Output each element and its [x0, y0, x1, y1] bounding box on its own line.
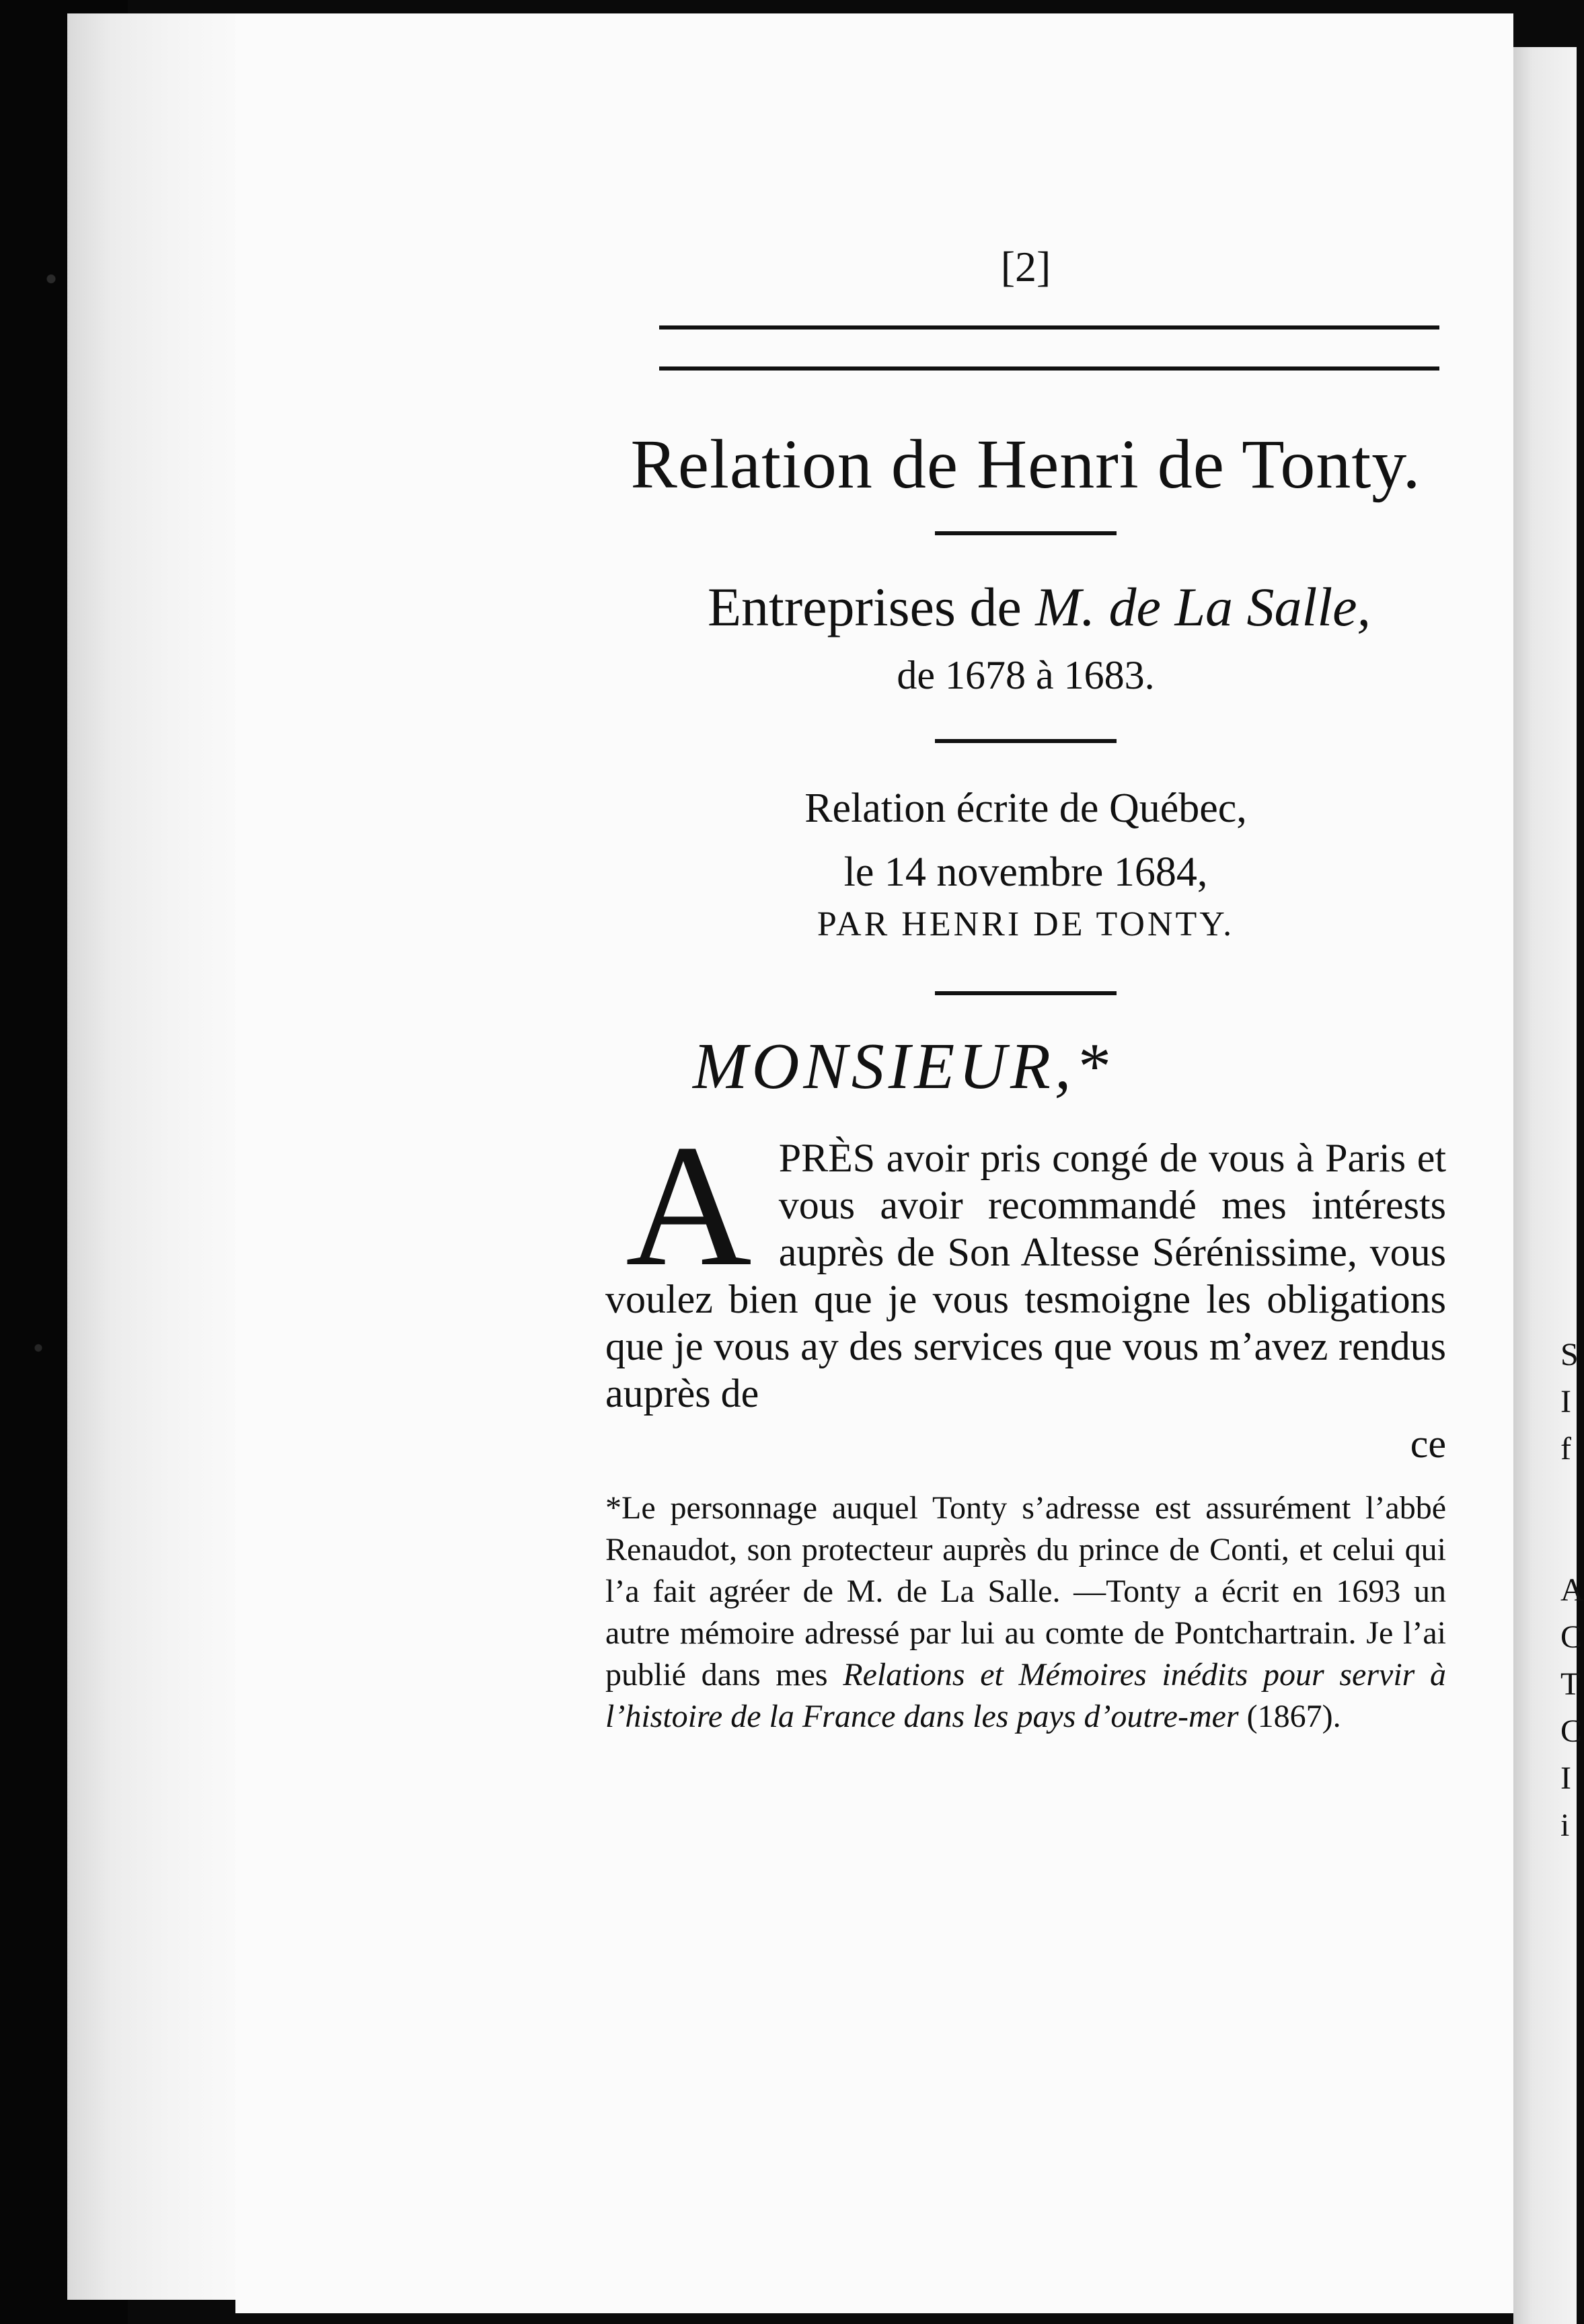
- top-rule-2: [659, 366, 1439, 371]
- subtitle-italic: M. de La Salle,: [1035, 576, 1371, 637]
- page-title: Relation de Henri de Tonty.: [630, 426, 1421, 503]
- written-line-2: le 14 novembre 1684,: [843, 849, 1208, 895]
- author-rule: [935, 991, 1117, 995]
- title-rule: [935, 531, 1117, 535]
- book-spine-edge: [67, 13, 245, 2300]
- catchword: ce: [1410, 1422, 1446, 1466]
- drop-cap: A: [626, 1109, 752, 1303]
- facing-page-letters: S I f A C T C I i: [1560, 1337, 1584, 1843]
- author-line: PAR HENRI DE TONTY.: [817, 905, 1235, 943]
- footnote-italic-title: Relations et Mémoires inédits pour servir à l’histoire de la France dans les pays d’outre-mer: [605, 1657, 1447, 1734]
- subtitle-prefix: Entreprises de: [707, 576, 1036, 637]
- dates: de 1678 à 1683.: [897, 653, 1155, 697]
- salutation: MONSIEUR,*: [693, 1030, 1112, 1103]
- written-line-1: Relation écrite de Québec,: [804, 785, 1247, 831]
- footnote-text: *Le personnage auquel Tonty s’adresse est assurément l’abbé Renaudot, son protecteur auprès du prince de Conti, et celui qui l’a fait agréer de M. de La Salle. —Tonty a écrit en 1693 un autre mémoire adressé par lui au comte de Pontchartrain. Je l’ai publié dans mes: [605, 1490, 1446, 1693]
- page-content: [605, 242, 1446, 1738]
- body-paragraph: [605, 1109, 1446, 1417]
- dates-rule: [935, 739, 1117, 743]
- footnote-end: (1867).: [1238, 1699, 1341, 1734]
- footnote: [605, 1487, 1446, 1738]
- page-number: [2]: [1000, 243, 1051, 290]
- body-text: PRÈS avoir pris congé de vous à Paris et vous avoir recommandé mes intérests auprès de Son Altesse Sérénissime, vous voulez bien que je vous tesmoigne les obligations que je vous ay des services que vous m’avez rendus auprès de: [605, 1136, 1446, 1416]
- top-rule-1: [659, 325, 1439, 330]
- subtitle: [632, 576, 1446, 639]
- facing-page-edge: [1513, 47, 1584, 2324]
